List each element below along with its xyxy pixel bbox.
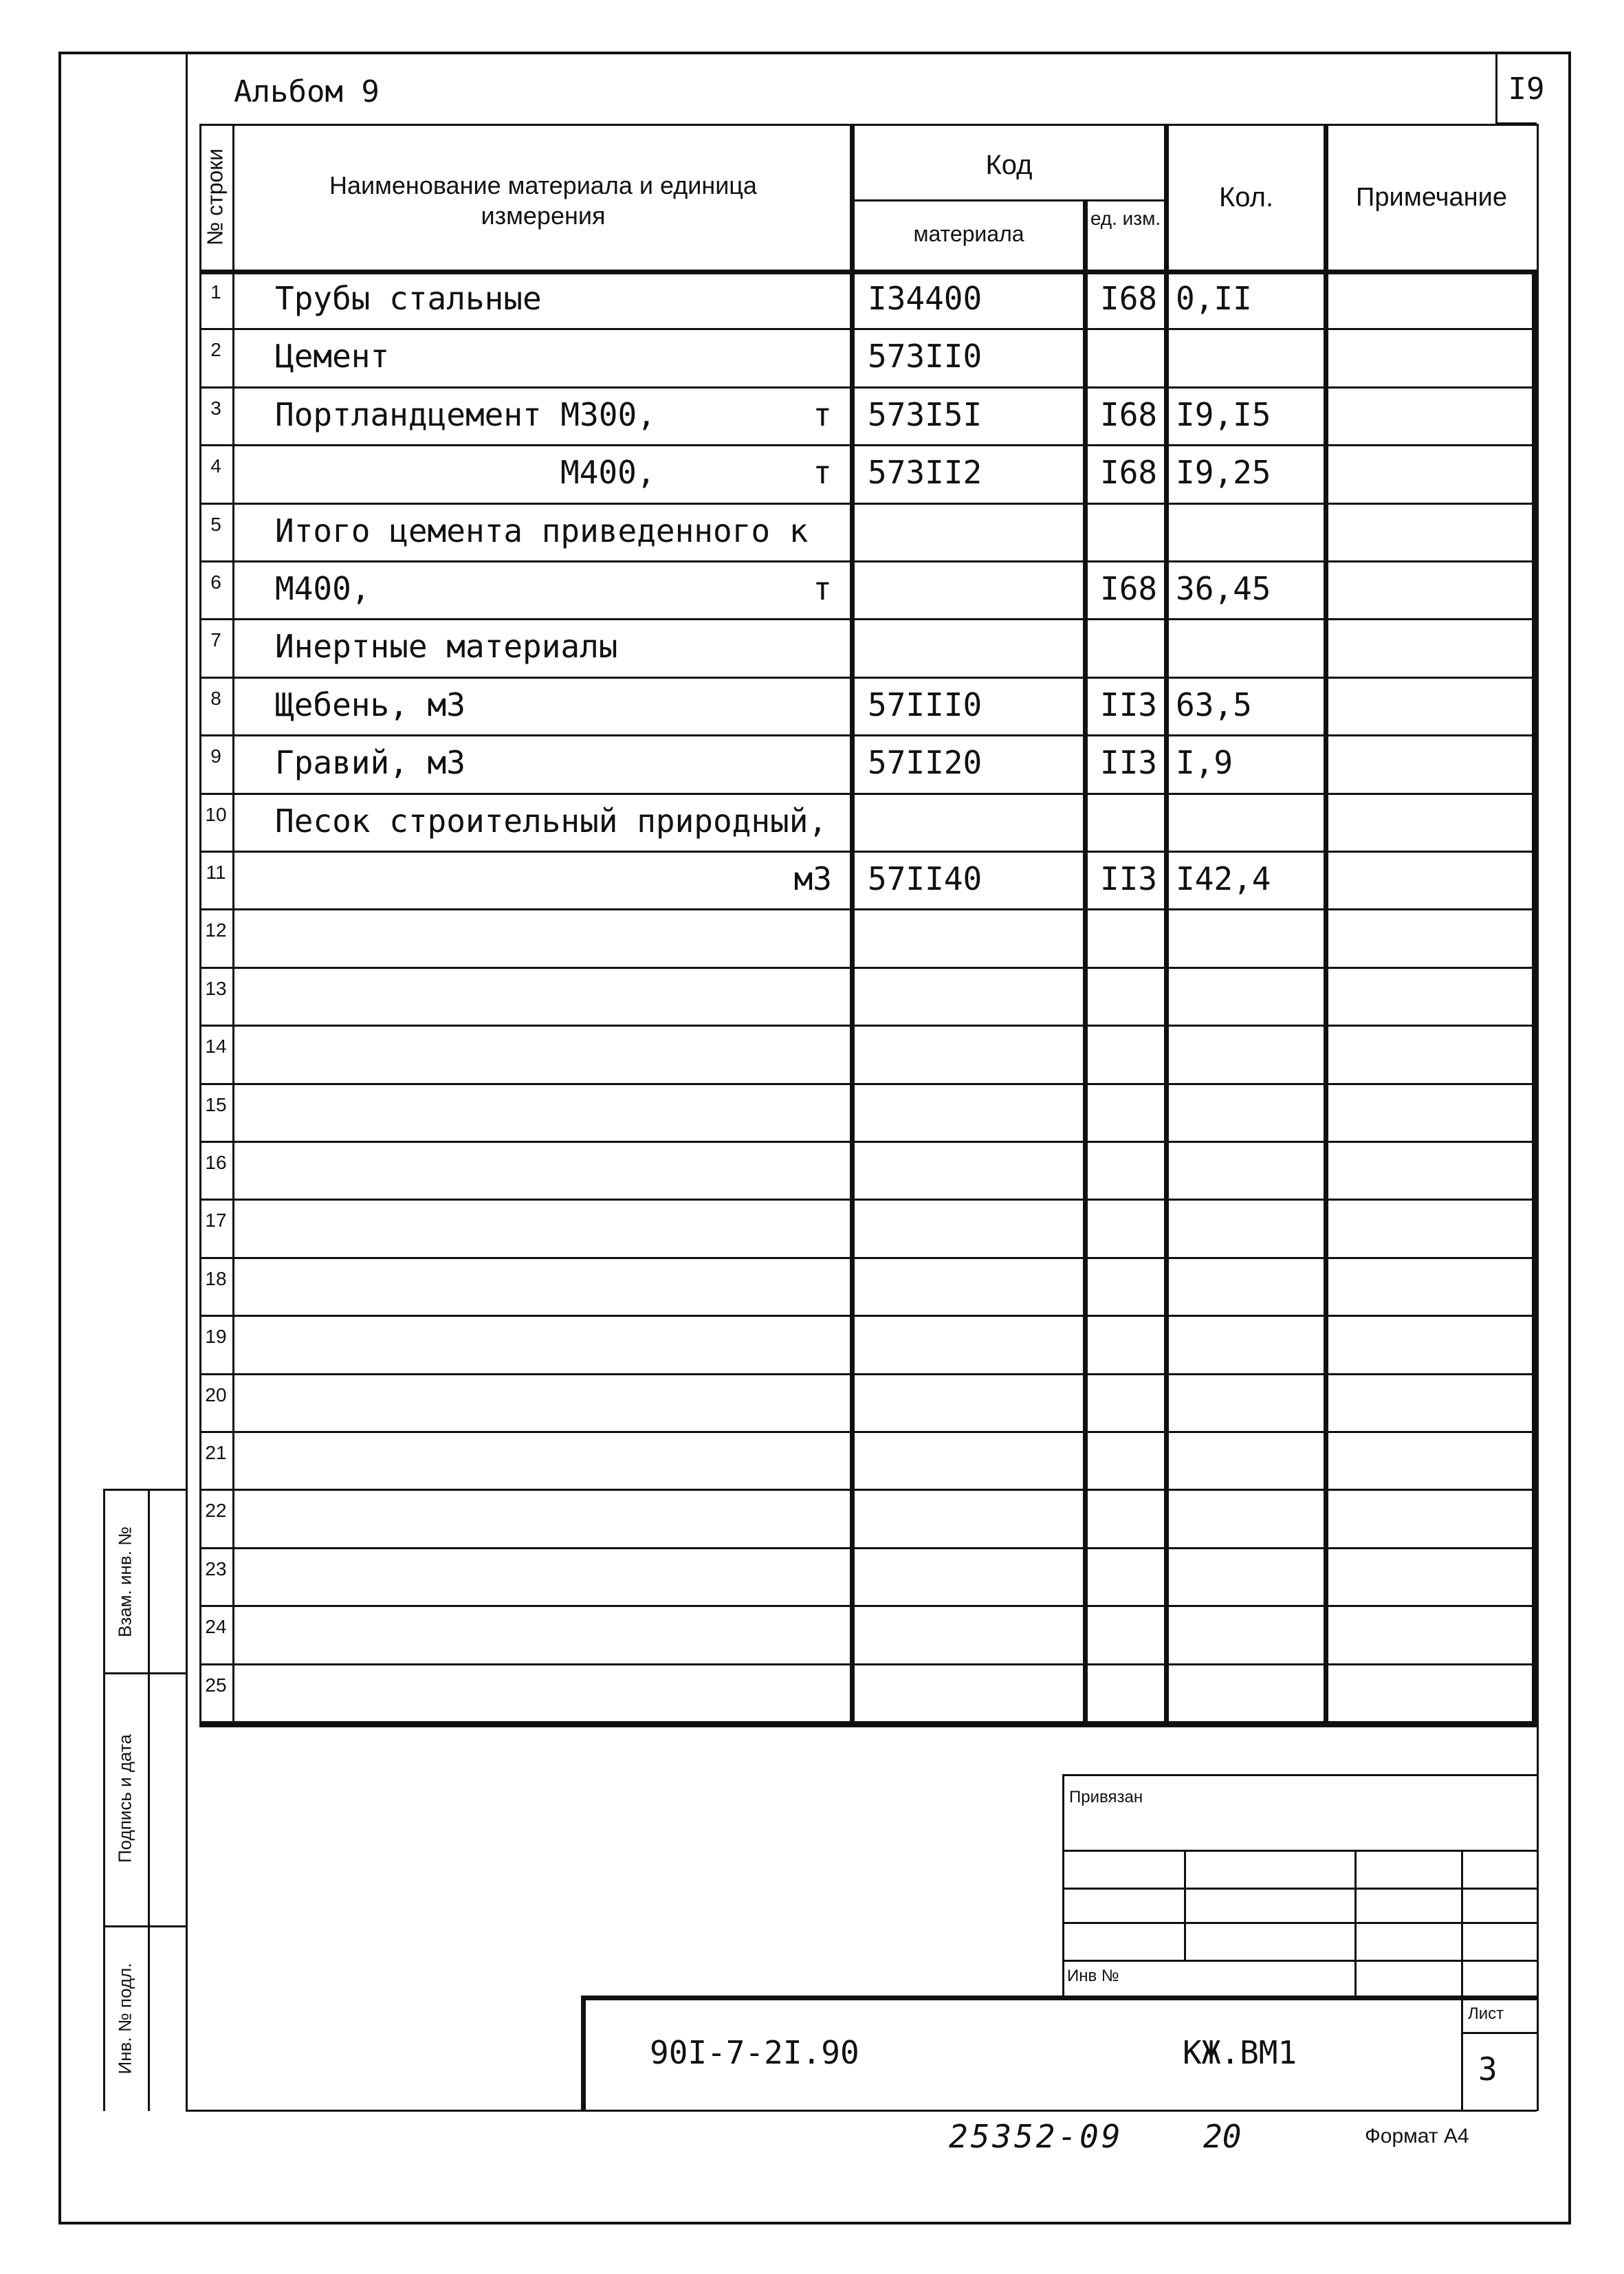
- row-number: 19: [205, 1326, 227, 1347]
- material-name: Гравий, м3: [275, 744, 465, 781]
- row-separator: [199, 1257, 1537, 1259]
- quantity: I42,4: [1176, 860, 1271, 897]
- header-code-unit: ед. изм.: [1090, 208, 1161, 229]
- row-separator: [199, 1547, 1537, 1549]
- row-separator: [199, 328, 1537, 330]
- quantity: I,9: [1176, 744, 1233, 781]
- outer-frame: [58, 52, 1571, 2224]
- row-separator: [199, 734, 1537, 736]
- row-separator: [199, 1605, 1537, 1607]
- row-separator: [199, 1663, 1537, 1665]
- material-code: 57II40: [868, 860, 983, 897]
- row-separator: [199, 1025, 1537, 1027]
- col-line-note-left: [1324, 124, 1328, 1726]
- row-number: 6: [210, 571, 221, 593]
- row-separator: [199, 967, 1537, 969]
- table-bottom-line: [199, 1723, 1537, 1727]
- row-separator: [199, 1489, 1537, 1491]
- row-number: 1: [210, 281, 221, 303]
- title-block-attached-left: [1062, 1774, 1064, 1998]
- row-number: 20: [205, 1384, 227, 1406]
- material-code: I34400: [868, 280, 983, 317]
- title-block-col2: [1354, 1850, 1357, 1998]
- header-row-number: № строки: [202, 148, 228, 246]
- album-label: Альбом 9: [234, 74, 380, 109]
- unit-mark: м3: [793, 860, 832, 897]
- unit-code: I68: [1100, 280, 1158, 317]
- row-separator: [199, 1721, 1537, 1723]
- row-number: 22: [205, 1500, 227, 1521]
- title-block-col3: [1461, 1850, 1463, 1998]
- sheet-number: 3: [1478, 2051, 1497, 2088]
- material-code: 573I5I: [868, 396, 983, 433]
- unit-code: II3: [1100, 860, 1158, 897]
- row-number: 16: [205, 1152, 227, 1173]
- footer-format: Формат А4: [1365, 2125, 1469, 2147]
- material-name: М400,: [560, 454, 656, 491]
- inv-no-label: Инв №: [1067, 1967, 1119, 1985]
- unit-code: II3: [1100, 686, 1158, 723]
- col-line-unit-left: [1083, 199, 1088, 1726]
- footer-number: 20: [1203, 2118, 1242, 2155]
- row-number: 17: [205, 1210, 227, 1231]
- material-name: Итого цемента приведенного к: [275, 512, 809, 549]
- drawing-frame-left: [186, 52, 188, 2111]
- row-number: 8: [210, 688, 221, 709]
- side-stamp-left: [103, 1489, 105, 2111]
- row-separator: [199, 503, 1537, 505]
- material-code: 573II0: [868, 338, 983, 375]
- quantity: I9,25: [1176, 454, 1271, 491]
- quantity: 0,II: [1176, 280, 1252, 317]
- quantity: 36,45: [1176, 570, 1271, 607]
- row-number: 11: [206, 862, 226, 883]
- row-separator: [199, 677, 1537, 679]
- quantity: 63,5: [1176, 686, 1252, 723]
- row-separator: [199, 560, 1537, 562]
- col-line-material-left: [850, 124, 855, 1726]
- material-name: Цемент: [275, 338, 390, 375]
- side-stamp-sep1: [103, 1672, 187, 1674]
- unit-code: I68: [1100, 570, 1158, 607]
- row-separator: [199, 793, 1537, 795]
- row-number: 24: [205, 1616, 227, 1637]
- table-header-bottom-line: [199, 270, 1537, 274]
- row-number: 12: [205, 919, 227, 941]
- material-code: 57III0: [868, 686, 983, 723]
- unit-mark: т: [813, 570, 832, 607]
- header-code-material: материала: [913, 221, 1024, 246]
- code-subheader-line: [853, 199, 1165, 201]
- header-material-name: Наименование материала и единица измерения: [329, 171, 757, 230]
- unit-code: I68: [1100, 396, 1158, 433]
- title-block-col1: [1184, 1850, 1186, 1960]
- material-name: Щебень, м3: [275, 686, 465, 723]
- sheet-cell-divider: [1461, 2032, 1537, 2034]
- row-number: 10: [205, 804, 227, 825]
- header-code: Код: [985, 150, 1033, 180]
- row-separator: [199, 1083, 1537, 1085]
- row-separator: [199, 444, 1537, 446]
- page-number-divider: [1495, 52, 1497, 124]
- title-block-row4: [1062, 1960, 1537, 1962]
- row-number: 7: [210, 629, 221, 651]
- row-number: 21: [205, 1442, 227, 1463]
- material-name: Песок строительный природный,: [275, 802, 828, 840]
- row-number: 23: [205, 1558, 227, 1579]
- quantity: I9,I5: [1176, 396, 1271, 433]
- unit-mark: т: [813, 454, 832, 491]
- drawing-frame-bottom: [186, 2110, 1537, 2112]
- title-block-row1: [1062, 1850, 1537, 1852]
- document-mark: КЖ.ВМ1: [1183, 2034, 1297, 2071]
- side-stamp-original-inv: Инв. № подл.: [114, 1963, 135, 2075]
- row-separator: [199, 386, 1537, 389]
- col-line-name-left: [232, 124, 234, 1726]
- unit-code: I68: [1100, 454, 1158, 491]
- side-stamp-replacement-inv: Взам. инв. №: [114, 1526, 135, 1638]
- title-block-row3: [1062, 1922, 1537, 1924]
- material-name: Портландцемент М300,: [275, 396, 656, 433]
- footer-archive-code: 25352-09: [949, 2118, 1123, 2155]
- sheet-cell-left: [1461, 1996, 1463, 2111]
- row-separator: [199, 908, 1537, 910]
- document-code: 90I-7-2I.90: [650, 2034, 859, 2071]
- title-block-attached-top: [1062, 1774, 1537, 1776]
- col-line-qty-left: [1164, 124, 1169, 1726]
- row-separator: [199, 1141, 1537, 1143]
- row-separator: [199, 851, 1537, 853]
- row-number: 4: [210, 455, 221, 477]
- row-number: 18: [205, 1268, 227, 1289]
- side-stamp-mid: [148, 1489, 150, 2111]
- row-number: 13: [205, 978, 227, 999]
- row-number: 5: [210, 514, 221, 535]
- page-number: I9: [1508, 72, 1545, 107]
- main-stamp-top: [581, 1996, 1537, 2000]
- row-number: 25: [205, 1674, 227, 1696]
- material-code: 573II2: [868, 454, 983, 491]
- material-name: М400,: [275, 570, 371, 607]
- material-name: Трубы стальные: [275, 280, 542, 317]
- row-separator: [199, 1373, 1537, 1375]
- unit-mark: т: [813, 396, 832, 433]
- col-line-note-right: [1532, 270, 1537, 1726]
- row-number: 9: [210, 745, 221, 767]
- row-number: 2: [210, 339, 221, 360]
- row-number: 15: [205, 1094, 227, 1115]
- side-stamp-top: [103, 1489, 187, 1491]
- header-quantity: Кол.: [1218, 182, 1274, 212]
- row-separator: [199, 618, 1537, 620]
- material-code: 57II20: [868, 744, 983, 781]
- header-note: Примечание: [1356, 183, 1507, 212]
- side-stamp-sep2: [103, 1925, 187, 1927]
- attached-label: Привязан: [1069, 1788, 1143, 1806]
- side-stamp-signature-date: Подпись и дата: [114, 1734, 135, 1863]
- row-separator: [199, 1315, 1537, 1317]
- row-separator: [199, 1199, 1537, 1201]
- row-number: 3: [210, 397, 221, 419]
- row-separator: [199, 1431, 1537, 1433]
- row-number: 14: [205, 1036, 227, 1057]
- drawing-frame-right: [1537, 124, 1539, 2111]
- title-block-row2: [1062, 1888, 1537, 1890]
- sheet-label: Лист: [1468, 2004, 1504, 2023]
- unit-code: II3: [1100, 744, 1158, 781]
- table-top-line: [199, 124, 1537, 126]
- material-name: Инертные материалы: [275, 628, 618, 665]
- main-stamp-left: [581, 1996, 586, 2111]
